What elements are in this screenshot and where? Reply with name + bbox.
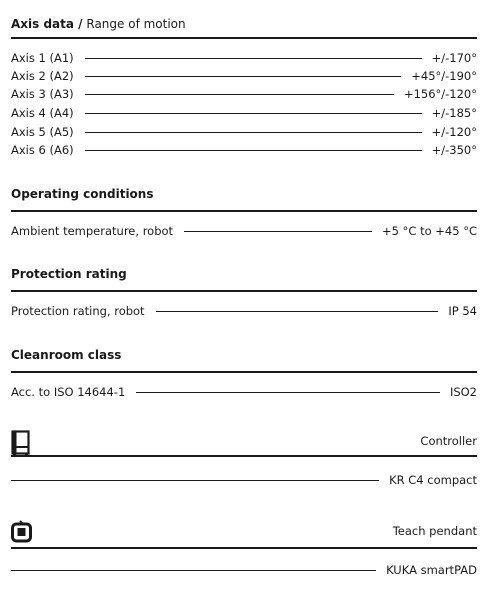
leader-line — [85, 94, 394, 95]
leader-line — [85, 76, 402, 77]
axis-row-a4 — [11, 105, 477, 121]
cleanroom-class-title-text: Cleanroom class — [11, 348, 122, 362]
teach-pendant-icon — [11, 519, 33, 547]
teach-pendant-row — [11, 562, 477, 578]
leader-line — [11, 570, 376, 571]
protection-rating-value: IP 54 — [448, 304, 477, 318]
cleanroom-class-rule — [11, 371, 477, 373]
controller-value: KR C4 compact — [389, 473, 477, 487]
axis-value: +156°/-120° — [403, 87, 477, 101]
axis-value: +/-120° — [431, 125, 477, 139]
operating-conditions-title-text: Operating conditions — [11, 187, 154, 201]
axis-label: Axis 2 (A2) — [11, 69, 74, 83]
axis-row-a5 — [11, 124, 477, 140]
controller-rule — [11, 455, 477, 457]
ambient-temperature-row — [11, 223, 477, 239]
controller-row — [11, 472, 477, 488]
axis-label: Axis 5 (A5) — [11, 125, 74, 139]
protection-rating-title — [11, 267, 127, 281]
controller-label: Controller — [420, 434, 477, 448]
axis-value: +/-170° — [431, 51, 477, 65]
axis-row-a3 — [11, 86, 477, 102]
axis-label: Axis 3 (A3) — [11, 87, 74, 101]
teach-pendant-value: KUKA smartPAD — [386, 563, 477, 577]
axis-label: Axis 6 (A6) — [11, 143, 74, 157]
operating-conditions-rule — [11, 210, 477, 212]
axis-data-title — [11, 17, 186, 31]
ambient-temperature-label: Ambient temperature, robot — [11, 224, 174, 238]
leader-line — [156, 311, 439, 312]
teach-pendant-rule — [11, 547, 477, 549]
leader-line — [136, 392, 440, 393]
leader-line — [11, 480, 379, 481]
teach-pendant-label: Teach pendant — [392, 524, 477, 538]
axis-label: Axis 4 (A4) — [11, 106, 74, 120]
leader-line — [85, 132, 422, 133]
protection-rating-label: Protection rating, robot — [11, 304, 145, 318]
axis-data-title-bold: Axis data / — [11, 17, 83, 31]
leader-line — [184, 231, 372, 232]
cleanroom-class-row — [11, 384, 477, 400]
robot-datasheet — [11, 0, 477, 591]
axis-value: +/-185° — [431, 106, 477, 120]
leader-line — [85, 58, 422, 59]
axis-value: +/-350° — [431, 143, 477, 157]
cleanroom-class-value: ISO2 — [449, 385, 477, 399]
axis-row-a1 — [11, 50, 477, 66]
leader-line — [85, 113, 422, 114]
axis-label: Axis 1 (A1) — [11, 51, 74, 65]
operating-conditions-title — [11, 187, 154, 201]
axis-row-a6 — [11, 142, 477, 158]
cleanroom-class-label: Acc. to ISO 14644-1 — [11, 385, 126, 399]
ambient-temperature-value: +5 °C to +45 °C — [382, 224, 477, 238]
axis-data-title-sub: Range of motion — [86, 17, 186, 31]
protection-rating-row — [11, 303, 477, 319]
protection-rating-title-text: Protection rating — [11, 267, 127, 281]
leader-line — [85, 150, 422, 151]
axis-row-a2 — [11, 68, 477, 84]
axis-data-rule — [11, 37, 477, 39]
cleanroom-class-title — [11, 348, 121, 362]
axis-value: +45°/-190° — [411, 69, 477, 83]
protection-rating-rule — [11, 290, 477, 292]
